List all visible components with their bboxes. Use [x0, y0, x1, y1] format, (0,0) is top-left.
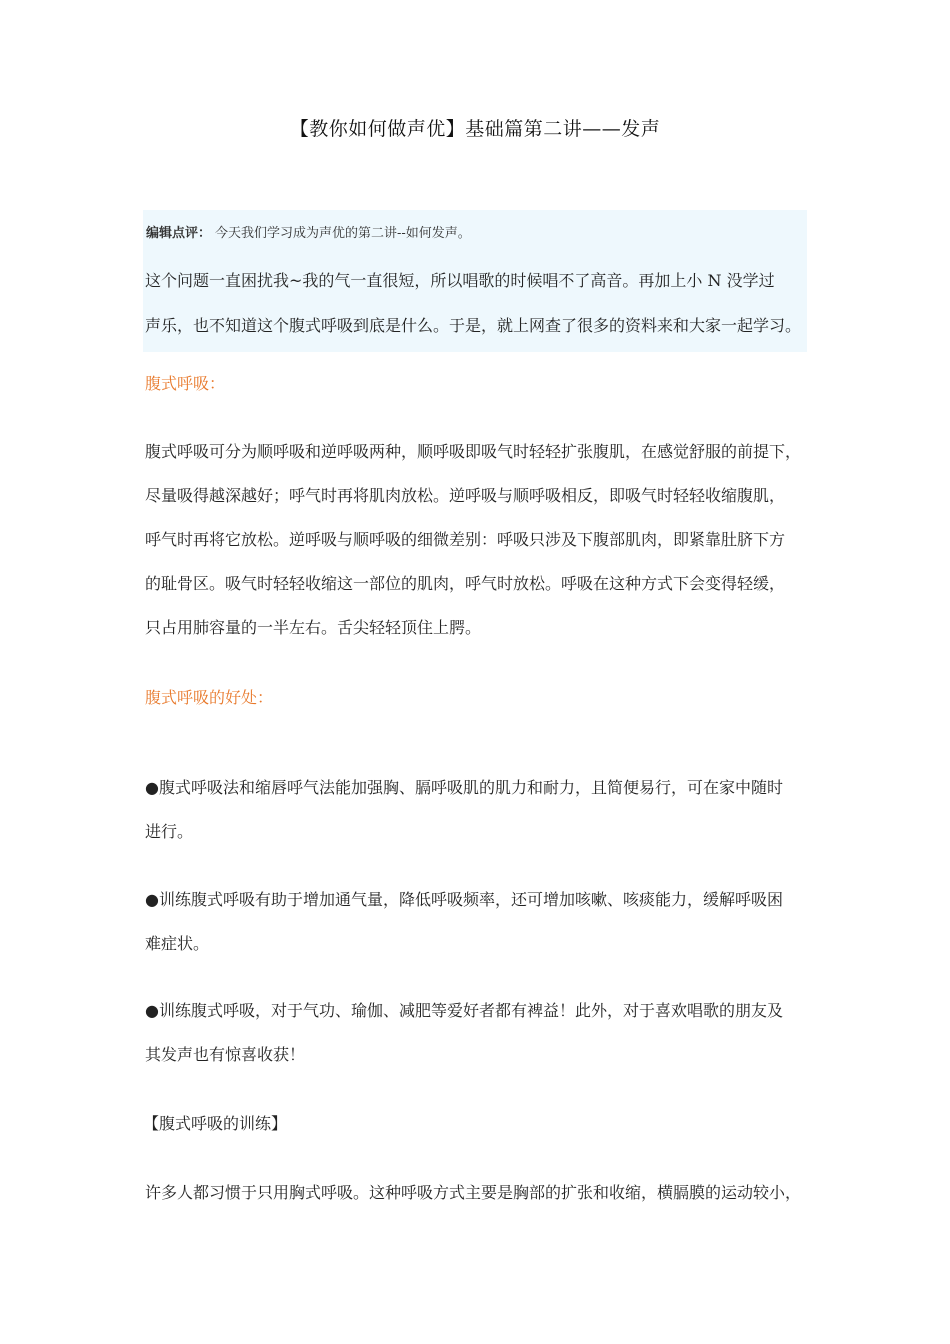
paragraph-line: 呼气时再将它放松。逆呼吸与顺呼吸的细微差别：呼吸只涉及下腹部肌肉，即紧靠肚脐下方 [145, 530, 786, 549]
paragraph-line: 腹式呼吸可分为顺呼吸和逆呼吸两种，顺呼吸即吸气时轻轻扩张腹肌，在感觉舒服的前提下， [145, 442, 802, 461]
comment-line: 声乐，也不知道这个腹式呼吸到底是什么。于是，就上网查了很多的资料来和大家一起学习。 [145, 316, 802, 335]
section-heading-benefits: 腹式呼吸的好处： [145, 688, 274, 707]
benefit-line: 难症状。 [145, 934, 210, 953]
benefit-item [145, 766, 810, 854]
benefit-line: ●训练腹式呼吸，对于气功、瑜伽、减肥等爱好者都有裨益！此外，对于喜欢唱歌的朋友及 [145, 1001, 783, 1020]
editor-comment-body [145, 258, 807, 348]
benefit-item [145, 878, 810, 966]
paragraph-line: 许多人都习惯于只用胸式呼吸。这种呼吸方式主要是胸部的扩张和收缩，横膈膜的运动较小， [145, 1183, 802, 1202]
section-heading-training: 【腹式呼吸的训练】 [143, 1114, 288, 1133]
benefit-line: 进行。 [145, 822, 194, 841]
abdominal-breathing-paragraph [145, 430, 810, 650]
paragraph-line: 只占用肺容量的一半左右。舌尖轻轻顶住上腭。 [145, 618, 482, 637]
benefit-line: 其发声也有惊喜收获！ [145, 1045, 306, 1064]
benefit-item [145, 989, 810, 1077]
benefit-line: ●训练腹式呼吸有助于增加通气量，降低呼吸频率，还可增加咳嗽、咳痰能力，缓解呼吸困 [145, 890, 783, 909]
editor-comment-box [143, 210, 807, 352]
comment-line: 这个问题一直困扰我~我的气一直很短，所以唱歌的时候唱不了高音。再加上小 N 没学过 [145, 271, 775, 290]
editor-comment-header [146, 224, 471, 244]
page-title: 【教你如何做声优】基础篇第二讲——发声 [289, 118, 661, 140]
training-paragraph [145, 1171, 810, 1215]
section-heading-abdominal-breathing: 腹式呼吸： [145, 374, 226, 393]
paragraph-line: 尽量吸得越深越好；呼气时再将肌肉放松。逆呼吸与顺呼吸相反，即吸气时轻轻收缩腹肌， [145, 486, 786, 505]
benefit-line: ●腹式呼吸法和缩唇呼气法能加强胸、膈呼吸肌的肌力和耐力，且简便易行，可在家中随时 [145, 778, 783, 797]
editor-comment-text: 今天我们学习成为声优的第二讲--如何发声。 [215, 226, 471, 241]
editor-comment-label: 编辑点评： [146, 226, 212, 241]
paragraph-line: 的耻骨区。吸气时轻轻收缩这一部位的肌肉，呼气时放松。呼吸在这种方式下会变得轻缓， [145, 574, 786, 593]
